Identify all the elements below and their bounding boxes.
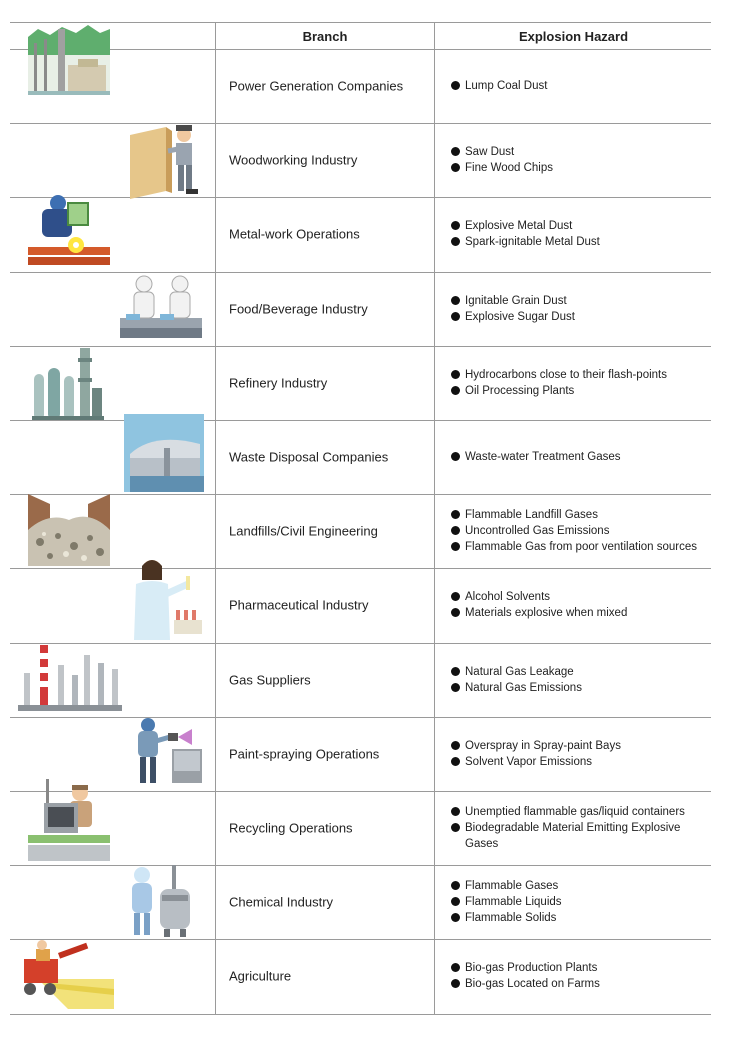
hazard-cell <box>434 717 712 791</box>
branch-cell <box>215 939 434 1013</box>
hazard-item: Explosive Metal Dust <box>451 218 704 234</box>
hazard-cell <box>434 420 712 494</box>
hazard-item: Flammable Gases <box>451 878 704 894</box>
spray-painter-icon <box>130 715 202 787</box>
hazard-cell <box>434 865 712 939</box>
welder-icon <box>28 195 110 267</box>
hazard-item: Natural Gas Leakage <box>451 664 704 680</box>
table-row <box>10 272 711 347</box>
hazard-list <box>451 589 704 621</box>
hazard-item: Saw Dust <box>451 144 704 160</box>
hazard-list <box>451 804 704 852</box>
food-workers-icon <box>120 274 202 340</box>
hazard-cell <box>434 568 712 642</box>
hazard-item: Bio-gas Production Plants <box>451 960 704 976</box>
hazard-item: Ignitable Grain Dust <box>451 293 704 309</box>
illustration-cell <box>10 420 215 494</box>
hazard-cell <box>434 939 712 1013</box>
hazard-cell <box>434 346 712 420</box>
hazard-cell <box>434 197 712 271</box>
table-row <box>10 346 711 421</box>
illustration-cell <box>10 865 215 939</box>
hazard-list <box>451 367 704 399</box>
illustration-cell <box>10 272 215 346</box>
branch-name: Metal-work Operations <box>229 226 360 242</box>
hazard-list <box>451 738 704 770</box>
hazard-list <box>451 293 704 325</box>
woodworker-icon <box>126 121 206 199</box>
hazard-item: Unemptied flammable gas/liquid containers <box>451 804 704 820</box>
power-plant-icon <box>28 25 110 95</box>
hazard-cell <box>434 494 712 568</box>
hazard-list <box>451 218 704 250</box>
hazard-list <box>451 664 704 696</box>
chemical-worker-icon <box>126 865 198 937</box>
branch-name: Woodworking Industry <box>229 152 358 168</box>
harvester-icon <box>18 939 114 1009</box>
branch-cell <box>215 717 434 791</box>
branch-cell <box>215 643 434 717</box>
illustration-cell <box>10 197 215 271</box>
refinery-icon <box>32 348 104 420</box>
branch-name: Waste Disposal Companies <box>229 449 389 465</box>
hazard-item: Overspray in Spray-paint Bays <box>451 738 704 754</box>
illustration-cell <box>10 643 215 717</box>
waste-facility-icon <box>124 414 204 492</box>
hazard-item: Flammable Landfill Gases <box>451 507 704 523</box>
hazard-item: Biodegradable Material Emitting Explosive Gases <box>451 820 704 852</box>
illustration-cell <box>10 568 215 642</box>
table-row <box>10 568 711 643</box>
table-row <box>10 197 711 272</box>
hazard-cell <box>434 272 712 346</box>
hazard-item: Flammable Solids <box>451 910 704 926</box>
hazard-item: Uncontrolled Gas Emissions <box>451 523 704 539</box>
hazard-item: Bio-gas Located on Farms <box>451 976 704 992</box>
hazard-item: Lump Coal Dust <box>451 78 704 94</box>
branch-name: Food/Beverage Industry <box>229 301 368 317</box>
branch-cell <box>215 865 434 939</box>
table-row <box>10 717 711 792</box>
hazard-list <box>451 144 704 176</box>
hazard-list <box>451 449 704 465</box>
branch-name: Landfills/Civil Engineering <box>229 523 378 539</box>
table-row <box>10 643 711 718</box>
hazard-cell <box>434 49 712 123</box>
branch-cell <box>215 568 434 642</box>
branch-name: Gas Suppliers <box>229 672 311 688</box>
hazard-item: Flammable Gas from poor ventilation sources <box>451 539 704 555</box>
table-row <box>10 494 711 569</box>
hazard-item: Hydrocarbons close to their flash-points <box>451 367 704 383</box>
hazard-item: Fine Wood Chips <box>451 160 704 176</box>
branch-cell <box>215 49 434 123</box>
hazard-cell <box>434 791 712 865</box>
illustration-cell <box>10 939 215 1013</box>
branch-name: Chemical Industry <box>229 894 334 910</box>
branch-cell <box>215 123 434 197</box>
table-row <box>10 49 711 124</box>
branch-column-header: Branch <box>215 23 434 49</box>
table-row <box>10 791 711 866</box>
landfill-icon <box>28 490 110 566</box>
hazard-item: Natural Gas Emissions <box>451 680 704 696</box>
branch-name: Pharmaceutical Industry <box>229 597 369 613</box>
hazard-list <box>451 960 704 992</box>
hazard-cell <box>434 643 712 717</box>
hazard-cell <box>434 123 712 197</box>
illustration-cell <box>10 49 215 123</box>
branch-cell <box>215 791 434 865</box>
branch-name: Power Generation Companies <box>229 78 404 94</box>
branch-cell <box>215 346 434 420</box>
gas-plant-icon <box>18 645 122 711</box>
lab-scientist-icon <box>130 554 202 640</box>
recycling-worker-icon <box>28 779 110 861</box>
branch-cell <box>215 272 434 346</box>
hazard-list <box>451 78 704 94</box>
hazard-list <box>451 878 704 926</box>
branch-cell <box>215 494 434 568</box>
branch-cell <box>215 420 434 494</box>
table-header-row <box>10 22 711 50</box>
hazard-item: Flammable Liquids <box>451 894 704 910</box>
table-row <box>10 123 711 198</box>
branch-name: Recycling Operations <box>229 820 353 836</box>
table-row <box>10 865 711 940</box>
hazard-item: Spark-ignitable Metal Dust <box>451 234 704 250</box>
branch-cell <box>215 197 434 271</box>
branch-name: Agriculture <box>229 968 292 984</box>
illustration-cell <box>10 791 215 865</box>
hazard-item: Materials explosive when mixed <box>451 605 704 621</box>
table-row <box>10 939 711 1014</box>
branch-name: Paint-spraying Operations <box>229 746 380 762</box>
illustration-cell <box>10 123 215 197</box>
illustration-cell <box>10 346 215 420</box>
hazard-item: Oil Processing Plants <box>451 383 704 399</box>
hazard-item: Waste-water Treatment Gases <box>451 449 704 465</box>
hazard-column-header: Explosion Hazard <box>434 23 712 49</box>
hazard-item: Explosive Sugar Dust <box>451 309 704 325</box>
hazard-item: Alcohol Solvents <box>451 589 704 605</box>
table-row <box>10 420 711 495</box>
branch-name: Refinery Industry <box>229 375 328 391</box>
hazard-item: Solvent Vapor Emissions <box>451 754 704 770</box>
hazard-list <box>451 507 704 555</box>
